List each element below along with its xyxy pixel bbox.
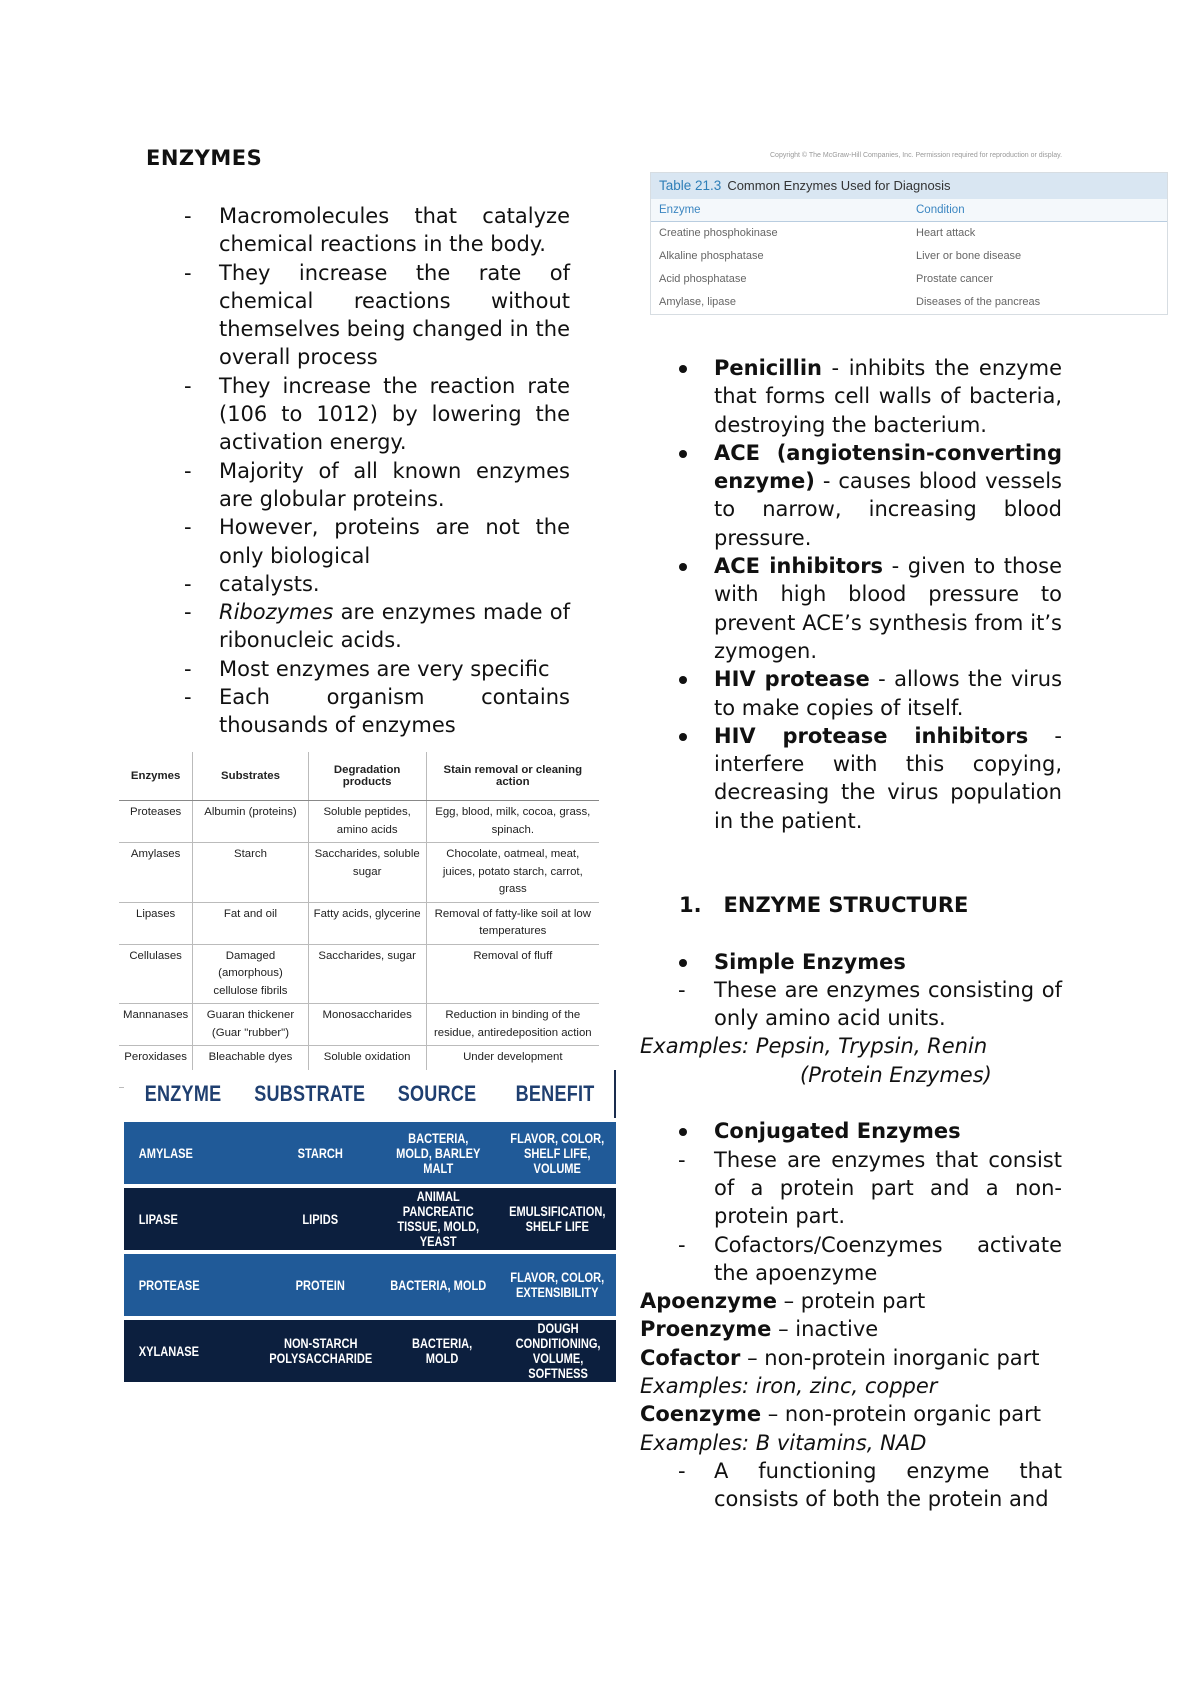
table-cell: Lipases (119, 902, 193, 944)
bullet-text: - allows the virus to make copies of itself. (714, 667, 1063, 720)
definition-text: – non-protein inorganic part (740, 1345, 1040, 1370)
table-row (119, 902, 599, 944)
table-row (651, 222, 1167, 245)
table-cell: Reduction in binding of the residue, antiredeposition action (426, 1004, 599, 1046)
table-cell: Albumin (proteins) (193, 801, 308, 843)
list-item (676, 439, 1062, 552)
list-item: - However, proteins are not the only biological (180, 513, 570, 570)
table-row (651, 291, 1167, 314)
list-item (676, 552, 1062, 665)
table-cell: AMYLASE (138, 1145, 193, 1161)
column-header: SOURCE (397, 1081, 477, 1106)
table-cell: Egg, blood, milk, cocoa, grass, spinach. (426, 801, 599, 843)
table-cell: Amylases (119, 843, 193, 903)
column-header: Stain removal or cleaning action (426, 752, 599, 801)
simple-enzymes-heading: Simple Enzymes (640, 948, 1062, 976)
cofactor-examples: Examples: iron, zinc, copper (640, 1374, 938, 1399)
table-cell: Amylase, lipase (659, 296, 737, 308)
table-cell: Prostate cancer (916, 273, 994, 285)
conjugated-enzymes-heading: Conjugated Enzymes (640, 1117, 1062, 1145)
definition-term: Apoenzyme (640, 1289, 777, 1314)
table-cell: Damaged (amorphous) cellulose fibrils (193, 944, 308, 1004)
table-cell: BACTERIA, MOLD, BARLEY MALT (396, 1130, 481, 1176)
enzyme-benefit-table (124, 1070, 616, 1382)
list-item: - They increase the reaction rate (106 to 1012) by lowering the activation energy. (180, 372, 570, 457)
definition-line (640, 1400, 1062, 1428)
diagnosis-enzyme-table (650, 172, 1168, 315)
section-heading: 1. ENZYME STRUCTURE (679, 893, 969, 917)
table-cell: FLAVOR, COLOR, EXTENSIBILITY (509, 1270, 604, 1300)
column-header: Enzymes (119, 752, 193, 801)
simple-enzymes-examples: Examples: Pepsin, Trypsin, Renin (640, 1034, 988, 1059)
list-item: - catalysts. (180, 570, 570, 598)
table-header-row (119, 752, 599, 801)
enzyme-facts-list (180, 202, 570, 740)
conjugated-enzymes-text: - These are enzymes that consist of a protein part and a non-protein part. (640, 1146, 1062, 1231)
definition-text: – non-protein organic part (761, 1402, 1042, 1427)
column-header: ENZYME (144, 1081, 222, 1106)
list-item (676, 722, 1062, 835)
definition-term: Coenzyme (640, 1402, 762, 1427)
table-cell: Under development (426, 1046, 599, 1088)
table-cell: Heart attack (916, 227, 976, 239)
holoenzyme-text: - A functioning enzyme that consists of both the protein and (640, 1457, 1062, 1514)
ribozyme-text: are enzymes made of ribonucleic acids. (219, 600, 570, 653)
table-cell: Creatine phosphokinase (659, 227, 778, 239)
table-cell: BACTERIA, MOLD (390, 1277, 487, 1293)
bullet-text: - given to those with high blood pressure to prevent ACE’s synthesis from it’s zymogen. (714, 554, 1063, 663)
enzyme-examples-list (676, 354, 1062, 835)
table-cell: Alkaline phosphatase (659, 250, 764, 262)
table-cell: STARCH (297, 1145, 343, 1161)
list-item (180, 598, 570, 655)
bullet-text: - causes blood vessels to narrow, increasing blood pressure. (714, 469, 1062, 550)
table-cell: Starch (193, 843, 308, 903)
table-cell: Liver or bone disease (916, 250, 1022, 262)
simple-enzymes-text: - These are enzymes consisting of only amino acid units. (640, 976, 1062, 1033)
table-cell: PROTEIN (295, 1277, 345, 1293)
table-cell: Acid phosphatase (659, 273, 747, 285)
bullet-term: HIV protease (714, 667, 870, 692)
table-cell: Peroxidases (119, 1046, 193, 1088)
cofactors-text: - Cofactors/Coenzymes activate the apoenzyme (640, 1231, 1062, 1288)
table-cell: Cellulases (119, 944, 193, 1004)
table-caption-text: Common Enzymes Used for Diagnosis (727, 178, 951, 193)
table-row (651, 245, 1167, 268)
table-row (119, 801, 599, 843)
table-cell: PROTEASE (138, 1277, 200, 1293)
bullet-term: ACE inhibitors (714, 554, 884, 579)
table-row (651, 268, 1167, 291)
list-item (676, 354, 1062, 439)
bullet-text: - interfere with this copying, decreasing the virus population in the patient. (714, 723, 1062, 833)
table-row (119, 1004, 599, 1046)
list-item: - They increase the rate of chemical reactions without themselves being changed in the overall process (180, 259, 570, 372)
definition-text: – inactive (771, 1317, 879, 1342)
page-title: ENZYMES (146, 146, 263, 170)
list-item: - Each organism contains thousands of enzymes (180, 683, 570, 740)
table-cell: Fat and oil (193, 902, 308, 944)
benefit-table-header (124, 1070, 616, 1118)
column-header: Degradation products (308, 752, 426, 801)
table-row (124, 1254, 616, 1316)
table-cell: Fatty acids, glycerine (308, 902, 426, 944)
definition-term: Proenzyme (640, 1317, 772, 1342)
bullet-text: - inhibits the enzyme that forms cell walls of bacteria, destroying the bacterium. (714, 356, 1062, 437)
table-cell: DOUGH CONDITIONING, VOLUME, SOFTNESS (515, 1321, 601, 1381)
table-cell: Guaran thickener (Guar "rubber") (193, 1004, 308, 1046)
table-header-row (651, 199, 1167, 222)
table-cell: Saccharides, sugar (308, 944, 426, 1004)
table-cell: XYLANASE (138, 1343, 200, 1359)
table-row (124, 1320, 616, 1382)
ribozyme-term: Ribozymes (219, 600, 334, 625)
list-item: - Most enzymes are very specific (180, 655, 570, 683)
enzyme-structure-section (640, 891, 1062, 1514)
coenzyme-examples: Examples: B vitamins, NAD (640, 1430, 927, 1455)
table-cell: Chocolate, oatmeal, meat, juices, potato starch, carrot, grass (426, 843, 599, 903)
definition-line (640, 1344, 1062, 1372)
table-cell: LIPIDS (301, 1211, 338, 1227)
simple-enzymes-note: (Protein Enzymes) (800, 1062, 992, 1087)
table-cell: Monosaccharides (308, 1004, 426, 1046)
table-cell: EMULSIFICATION, SHELF LIFE (508, 1204, 605, 1234)
bullet-term: Penicillin (714, 356, 822, 380)
table-cell: Removal of fluff (426, 944, 599, 1004)
table-cell: ANIMAL PANCREATIC TISSUE, MOLD, YEAST (397, 1189, 480, 1249)
table-cell: Soluble oxidation (308, 1046, 426, 1088)
table-cell: LIPASE (138, 1211, 178, 1227)
list-item: - Macromolecules that catalyze chemical reactions in the body. (180, 202, 570, 259)
stain-removal-table (119, 752, 599, 1088)
table-cell: Proteases (119, 801, 193, 843)
bullet-term: HIV protease inhibitors (714, 723, 1029, 748)
table-number: Table 21.3 (659, 178, 722, 193)
column-header: SUBSTRATE (254, 1081, 366, 1106)
bullet-term: ACE (angiotensin-converting enzyme) (714, 440, 1062, 494)
list-item: - Majority of all known enzymes are globular proteins. (180, 457, 570, 514)
table-cell: Mannanases (119, 1004, 193, 1046)
column-header: Substrates (193, 752, 308, 801)
definition-term: Cofactor (640, 1345, 741, 1370)
table-row (119, 843, 599, 903)
table-cell: Bleachable dyes (193, 1046, 308, 1088)
table-cell: Removal of fatty-like soil at low temperatures (426, 902, 599, 944)
definition-text: – protein part (776, 1289, 926, 1314)
column-header: Condition (916, 204, 965, 216)
table-cell: Soluble peptides, amino acids (308, 801, 426, 843)
column-header: Enzyme (659, 204, 701, 216)
table-caption (651, 173, 1167, 199)
table-cell: Saccharides, soluble sugar (308, 843, 426, 903)
list-item (676, 665, 1062, 722)
copyright-notice: Copyright © The McGraw-Hill Companies, Inc. Permission required for reproduction or display. (770, 152, 1063, 159)
column-header: BENEFIT (515, 1081, 595, 1106)
table-row (124, 1122, 616, 1184)
table-cell: BACTERIA, MOLD (411, 1336, 472, 1366)
table-cell: NON-STARCH POLYSACCHARIDE (269, 1336, 373, 1366)
table-row (119, 944, 599, 1004)
table-cell: FLAVOR, COLOR, SHELF LIFE, VOLUME (509, 1130, 604, 1176)
definition-line (640, 1315, 1062, 1343)
table-row (124, 1188, 616, 1250)
definition-line (640, 1287, 1062, 1315)
table-cell: Diseases of the pancreas (916, 296, 1041, 308)
